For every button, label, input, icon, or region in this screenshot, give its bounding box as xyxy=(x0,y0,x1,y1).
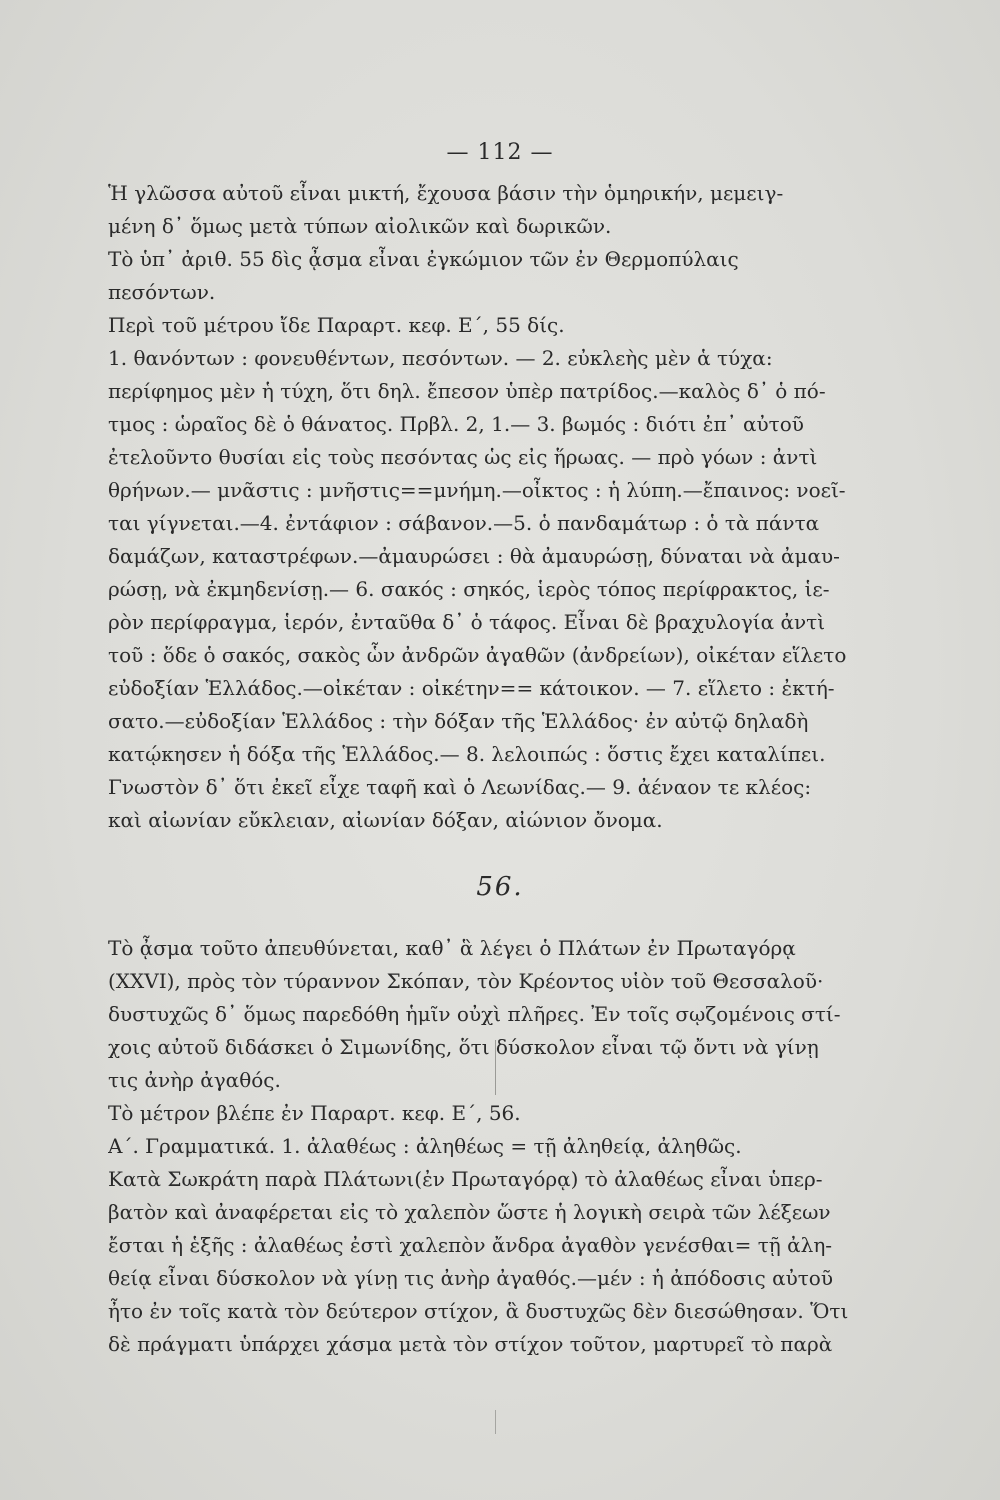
text-line: θρήνων.— μνᾶστις : μνῆστις==μνήμη.—οἶκτος : ἡ λύπη.—ἔπαινος: νοεῖ- xyxy=(108,478,846,502)
text-line: κατῴκησεν ἡ δόξα τῆς Ἑλλάδος.— 8. λελοιπώς : ὅστις ἔχει καταλίπει. xyxy=(108,742,826,766)
text-line: Τὸ ᾆσμα τοῦτο ἀπευθύνεται, καθ᾽ ἃ λέγει ὁ Πλάτων ἐν Πρωταγόρᾳ xyxy=(108,936,796,960)
text-line: ται γίγνεται.—4. ἐντάφιον : σάβανον.—5. ὁ πανδαμάτωρ : ὁ τὰ πάντα xyxy=(108,511,820,535)
text-line: δὲ πράγματι ὑπάρχει χάσμα μετὰ τὸν στίχον τοῦτον, μαρτυρεῖ τὸ παρὰ xyxy=(108,1332,833,1356)
text-line: Περὶ τοῦ μέτρου ἴδε Παραρτ. κεφ. Ε΄, 55 δίς. xyxy=(108,313,565,337)
text-line: Τὸ ὑπ᾽ ἀριθ. 55 δὶς ᾆσμα εἶναι ἐγκώμιον τῶν ἐν Θερμοπύλαις xyxy=(108,247,739,271)
text-line: θείᾳ εἶναι δύσκολον νὰ γίνῃ τις ἀνὴρ ἀγαθός.—μέν : ἡ ἀπόδοσις αὐτοῦ xyxy=(108,1266,834,1290)
commentary-block xyxy=(108,177,888,837)
text-line: δαμάζων, καταστρέφων.—ἀμαυρώσει : θὰ ἀμαυρώσῃ, δύναται νὰ ἀμαυ- xyxy=(108,544,840,568)
text-line: ἐτελοῦντο θυσίαι εἰς τοὺς πεσόντας ὡς εἰς ἥρωας. — πρὸ γόων : ἀντὶ xyxy=(108,445,818,469)
text-line: τις ἀνὴρ ἀγαθός. xyxy=(108,1068,281,1092)
text-line: Γνωστὸν δ᾽ ὅτι ἐκεῖ εἶχε ταφῆ καὶ ὁ Λεωνίδας.— 9. ἀέναον τε κλέος: xyxy=(108,775,812,799)
text-line: πεσόντων. xyxy=(108,280,216,304)
text-line: τμος : ὡραῖος δὲ ὁ θάνατος. Πρβλ. 2, 1.— 3. βωμός : διότι ἐπ᾽ αὐτοῦ xyxy=(108,412,804,436)
text-line: βατὸν καὶ ἀναφέρεται εἰς τὸ χαλεπὸν ὥστε ἡ λογικὴ σειρὰ τῶν λέξεων xyxy=(108,1200,831,1224)
scan-mark xyxy=(495,1410,496,1434)
text-line: χοις αὐτοῦ διδάσκει ὁ Σιμωνίδης, ὅτι δύσκολον εἶναι τῷ ὄντι νὰ γίνῃ xyxy=(108,1035,819,1059)
text-line: Ἡ γλῶσσα αὐτοῦ εἶναι μικτή, ἔχουσα βάσιν τὴν ὁμηρικήν, μεμειγ- xyxy=(108,181,784,205)
section-56-block xyxy=(108,932,888,1361)
text-line: (XXVI), πρὸς τὸν τύραννον Σκόπαν, τὸν Κρέοντος υἱὸν τοῦ Θεσσαλοῦ· xyxy=(108,969,824,993)
text-line: ρώσῃ, νὰ ἐκμηδενίσῃ.— 6. σακός : σηκός, ἱερὸς τόπος περίφρακτος, ἱε- xyxy=(108,577,830,601)
text-line: τοῦ : ὅδε ὁ σακός, σακὸς ὧν ἀνδρῶν ἀγαθῶν (ἀνδρείων), οἰκέταν εἵλετο xyxy=(108,643,847,667)
text-line: μένη δ᾽ ὅμως μετὰ τύπων αἰολικῶν καὶ δωρικῶν. xyxy=(108,214,612,238)
text-line: Τὸ μέτρον βλέπε ἐν Παραρτ. κεφ. Ε΄, 56. xyxy=(108,1101,521,1125)
text-line: Α΄. Γραμματικά. 1. ἀλαθέως : ἀληθέως = τῇ ἀληθείᾳ, ἀληθῶς. xyxy=(108,1134,742,1158)
text-line: δυστυχῶς δ᾽ ὅμως παρεδόθη ἡμῖν οὐχὶ πλῆρες. Ἐν τοῖς σῳζομένοις στί- xyxy=(108,1002,841,1026)
text-line: ρὸν περίφραγμα, ἱερόν, ἐνταῦθα δ᾽ ὁ τάφος. Εἶναι δὲ βραχυλογία ἀντὶ xyxy=(108,610,826,634)
text-line: σατο.—εὐδοξίαν Ἑλλάδος : τὴν δόξαν τῆς Ἑλλάδος· ἐν αὐτῷ δηλαδὴ xyxy=(108,709,809,733)
text-line: ἦτο ἐν τοῖς κατὰ τὸν δεύτερον στίχον, ἃ δυστυχῶς δὲν διεσώθησαν. Ὅτι xyxy=(108,1299,849,1323)
text-line: περίφημος μὲν ἡ τύχη, ὅτι δηλ. ἔπεσον ὑπὲρ πατρίδος.—καλὸς δ᾽ ὁ πό- xyxy=(108,379,826,403)
text-line: Κατὰ Σωκράτη παρὰ Πλάτωνι(ἐν Πρωταγόρᾳ) τὸ ἀλαθέως εἶναι ὑπερ- xyxy=(108,1167,823,1191)
text-line: εὐδοξίαν Ἑλλάδος.—οἰκέταν : οἰκέτην== κάτοικον. — 7. εἵλετο : ἐκτή- xyxy=(108,676,835,700)
page-number: — 112 — xyxy=(446,140,554,165)
section-number: 56. xyxy=(476,872,524,902)
text-line: ἔσται ἡ ἑξῆς : ἀλαθέως ἐστὶ χαλεπὸν ἄνδρα ἀγαθὸν γενέσθαι= τῇ ἀλη- xyxy=(108,1233,833,1257)
text-line: 1. θανόντων : φονευθέντων, πεσόντων. — 2. εὐκλεὴς μὲν ἁ τύχα: xyxy=(108,346,773,370)
text-line: καὶ αἰωνίαν εὔκλειαν, αἰωνίαν δόξαν, αἰώνιον ὄνομα. xyxy=(108,808,663,832)
